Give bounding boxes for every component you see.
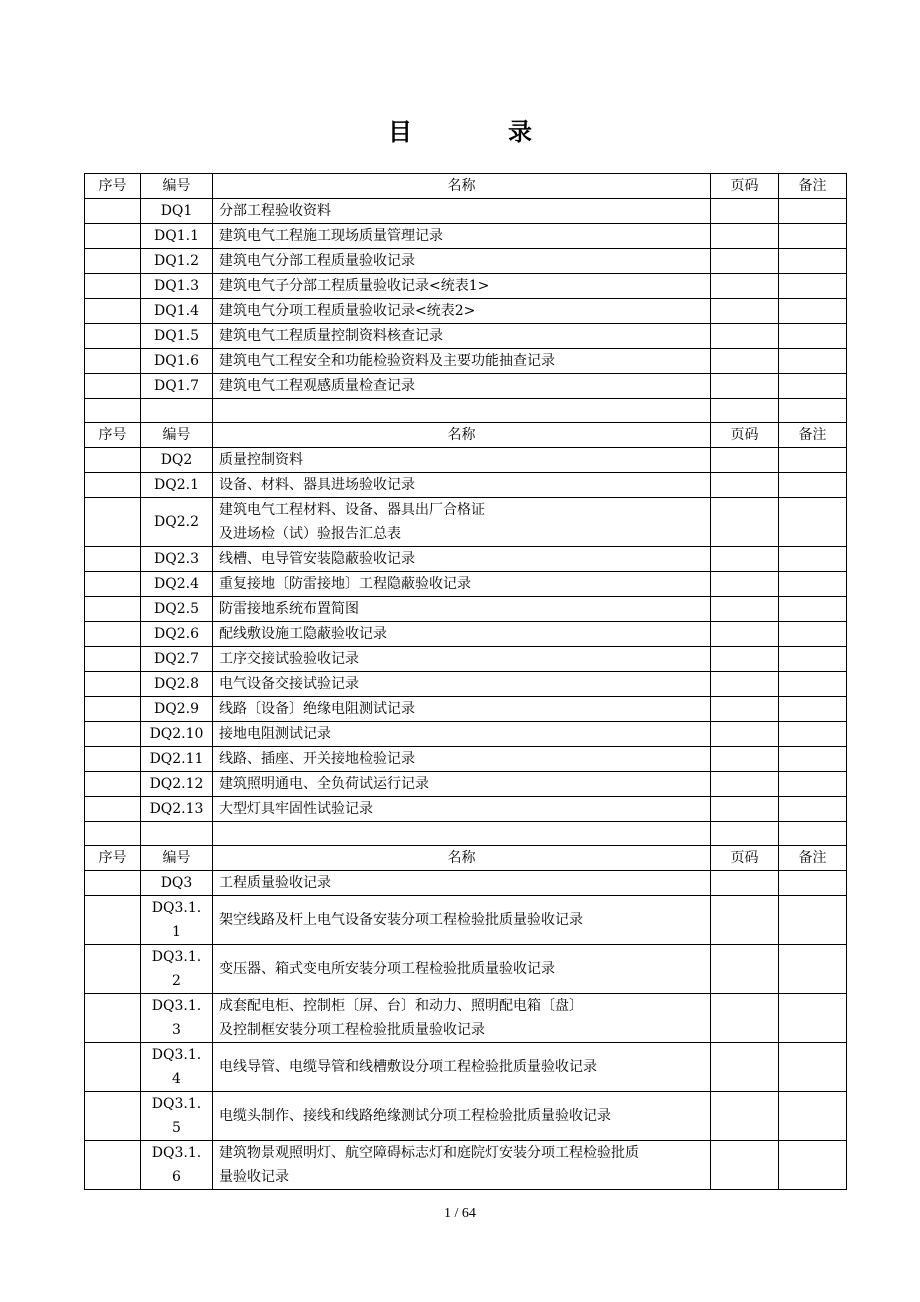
row-seq [85, 747, 141, 772]
row-seq [85, 249, 141, 274]
row-page [711, 274, 779, 299]
row-code-text: DQ3 [160, 875, 193, 891]
header-seq: 序号 [85, 423, 141, 448]
row-note [779, 672, 847, 697]
table-row [85, 994, 847, 1043]
row-page [711, 1141, 779, 1190]
row-seq [85, 896, 141, 945]
row-page [711, 1092, 779, 1141]
row-code [141, 547, 213, 572]
row-code [141, 199, 213, 224]
row-name-text: 配线敷设施工隐蔽验收记录 [219, 626, 387, 642]
row-code-text-cont: 1 [172, 924, 181, 940]
spacer-cell [85, 399, 141, 423]
table-row [85, 622, 847, 647]
header-name: 名称 [213, 174, 711, 199]
row-name-text: 设备、材料、器具进场验收记录 [219, 477, 415, 493]
row-name-text: 接地电阻测试记录 [219, 726, 331, 742]
row-name-text: 建筑电气工程施工现场质量管理记录 [219, 228, 443, 244]
row-name [213, 722, 711, 747]
table-row [85, 1141, 847, 1190]
table-row [85, 1043, 847, 1092]
row-seq [85, 473, 141, 498]
row-page [711, 945, 779, 994]
row-page [711, 448, 779, 473]
row-code-text: DQ2.1 [154, 477, 199, 493]
row-name [213, 324, 711, 349]
row-note [779, 722, 847, 747]
row-code-text-cont: 2 [172, 973, 181, 989]
row-seq [85, 871, 141, 896]
row-code-text: DQ1.3 [154, 278, 199, 294]
row-code-text: DQ2.3 [154, 551, 199, 567]
table-header-row [85, 846, 847, 871]
row-name [213, 547, 711, 572]
header-note: 备注 [779, 846, 847, 871]
row-seq [85, 945, 141, 994]
row-name-text: 大型灯具牢固性试验记录 [219, 801, 373, 817]
spacer-row [85, 822, 847, 846]
row-name-text: 成套配电柜、控制柜〔屏、台〕和动力、照明配电箱〔盘〕 [219, 998, 583, 1014]
row-code [141, 672, 213, 697]
row-note [779, 697, 847, 722]
row-name-text: 防雷接地系统布置简图 [219, 601, 359, 617]
row-code-text: DQ3.1. [151, 1145, 202, 1161]
row-code [141, 994, 213, 1043]
row-name-text: 重复接地〔防雷接地〕工程隐蔽验收记录 [219, 576, 471, 592]
row-code-text: DQ2.4 [154, 576, 199, 592]
row-note [779, 945, 847, 994]
row-code [141, 772, 213, 797]
row-code [141, 572, 213, 597]
row-code-text-cont: 6 [172, 1169, 181, 1185]
row-note [779, 199, 847, 224]
row-code [141, 274, 213, 299]
row-name [213, 1043, 711, 1092]
row-name-text: 建筑电气分部工程质量验收记录 [219, 253, 415, 269]
row-name [213, 498, 711, 547]
row-page [711, 299, 779, 324]
row-code [141, 498, 213, 547]
row-name [213, 274, 711, 299]
row-seq [85, 448, 141, 473]
table-row [85, 1092, 847, 1141]
row-page [711, 349, 779, 374]
spacer-cell [141, 822, 213, 846]
header-seq: 序号 [85, 846, 141, 871]
header-page: 页码 [711, 846, 779, 871]
row-code-text: DQ3.1. [151, 900, 202, 916]
row-page [711, 994, 779, 1043]
row-note [779, 647, 847, 672]
row-name [213, 448, 711, 473]
row-code [141, 349, 213, 374]
table-row [85, 722, 847, 747]
spacer-cell [711, 822, 779, 846]
spacer-cell [213, 399, 711, 423]
row-name [213, 672, 711, 697]
row-name [213, 797, 711, 822]
row-name [213, 772, 711, 797]
header-page: 页码 [711, 174, 779, 199]
row-code-text: DQ3.1. [151, 998, 202, 1014]
row-name [213, 945, 711, 994]
row-name [213, 747, 711, 772]
row-name-text: 建筑电气工程安全和功能检验资料及主要功能抽查记录 [219, 353, 555, 369]
row-code [141, 374, 213, 399]
row-page [711, 374, 779, 399]
header-note: 备注 [779, 423, 847, 448]
row-seq [85, 324, 141, 349]
table-row [85, 945, 847, 994]
row-page [711, 622, 779, 647]
table-row [85, 597, 847, 622]
row-seq [85, 647, 141, 672]
row-name-text: 工序交接试验验收记录 [219, 651, 359, 667]
row-seq [85, 622, 141, 647]
header-page: 页码 [711, 423, 779, 448]
page-title: 目 录 [388, 118, 568, 146]
table-row [85, 249, 847, 274]
header-name: 名称 [213, 846, 711, 871]
row-name-text: 变压器、箱式变电所安装分项工程检验批质量验收记录 [219, 961, 555, 977]
row-page [711, 772, 779, 797]
row-page [711, 324, 779, 349]
row-seq [85, 1092, 141, 1141]
row-code [141, 1092, 213, 1141]
row-note [779, 747, 847, 772]
row-name [213, 994, 711, 1043]
row-page [711, 896, 779, 945]
row-page [711, 199, 779, 224]
table-row [85, 498, 847, 547]
row-page [711, 249, 779, 274]
table-row [85, 747, 847, 772]
row-page [711, 672, 779, 697]
row-code-text: DQ1.6 [154, 353, 199, 369]
header-code: 编号 [141, 423, 213, 448]
row-name [213, 622, 711, 647]
row-code-text: DQ1.2 [154, 253, 199, 269]
row-name-text: 架空线路及杆上电气设备安装分项工程检验批质量验收记录 [219, 912, 583, 928]
row-name-text: 质量控制资料 [219, 452, 303, 468]
row-code [141, 224, 213, 249]
row-note [779, 274, 847, 299]
row-name-text: 线路〔设备〕绝缘电阻测试记录 [219, 701, 415, 717]
row-note [779, 249, 847, 274]
row-code-text-cont: 4 [172, 1071, 181, 1087]
row-seq [85, 722, 141, 747]
row-name [213, 199, 711, 224]
row-page [711, 547, 779, 572]
table-row [85, 672, 847, 697]
row-seq [85, 374, 141, 399]
row-seq [85, 199, 141, 224]
row-note [779, 498, 847, 547]
row-name-text: 分部工程验收资料 [219, 203, 331, 219]
row-name-text: 线路、插座、开关接地检验记录 [219, 751, 415, 767]
row-page [711, 572, 779, 597]
header-note: 备注 [779, 174, 847, 199]
table-row [85, 647, 847, 672]
row-name-text: 建筑照明通电、全负荷试运行记录 [219, 776, 429, 792]
table-row [85, 896, 847, 945]
row-code-text: DQ2.6 [154, 626, 199, 642]
spacer-row [85, 399, 847, 423]
row-code [141, 747, 213, 772]
row-seq [85, 597, 141, 622]
row-note [779, 622, 847, 647]
row-note [779, 374, 847, 399]
row-code-text: DQ2.7 [154, 651, 199, 667]
row-note [779, 797, 847, 822]
table-row [85, 274, 847, 299]
row-page [711, 797, 779, 822]
table-row [85, 871, 847, 896]
table-row [85, 324, 847, 349]
row-code [141, 324, 213, 349]
row-name-text-cont: 及进场检（试）验报告汇总表 [219, 526, 401, 542]
table-row [85, 448, 847, 473]
header-seq: 序号 [85, 174, 141, 199]
header-code: 编号 [141, 174, 213, 199]
toc-table [84, 173, 847, 1190]
row-page [711, 498, 779, 547]
table-row [85, 572, 847, 597]
row-page [711, 224, 779, 249]
row-page [711, 747, 779, 772]
table-row [85, 224, 847, 249]
row-code-text: DQ1.7 [154, 378, 199, 394]
row-name [213, 597, 711, 622]
header-name: 名称 [213, 423, 711, 448]
row-name-text: 电气设备交接试验记录 [219, 676, 359, 692]
row-code-text: DQ2 [160, 452, 193, 468]
row-page [711, 871, 779, 896]
row-page [711, 647, 779, 672]
row-code-text-cont: 3 [172, 1022, 181, 1038]
row-seq [85, 498, 141, 547]
row-note [779, 473, 847, 498]
row-code-text: DQ1 [160, 203, 193, 219]
row-page [711, 722, 779, 747]
row-code [141, 448, 213, 473]
row-page [711, 697, 779, 722]
row-seq [85, 994, 141, 1043]
row-seq [85, 772, 141, 797]
table-row [85, 697, 847, 722]
row-name-text: 电线导管、电缆导管和线槽敷设分项工程检验批质量验收记录 [219, 1059, 597, 1075]
row-name-text: 建筑电气工程材料、设备、器具出厂合格证 [219, 502, 485, 518]
row-name [213, 374, 711, 399]
row-note [779, 1043, 847, 1092]
row-seq [85, 1141, 141, 1190]
row-name-text: 建筑电气工程观感质量检查记录 [219, 378, 415, 394]
row-name-text: 建筑电气子分部工程质量验收记录<统表1> [219, 278, 490, 294]
row-note [779, 299, 847, 324]
table-row [85, 547, 847, 572]
spacer-cell [141, 399, 213, 423]
row-code-text: DQ2.12 [149, 776, 204, 792]
row-code [141, 1043, 213, 1092]
row-note [779, 572, 847, 597]
spacer-cell [779, 822, 847, 846]
row-code [141, 945, 213, 994]
row-name [213, 572, 711, 597]
row-page [711, 473, 779, 498]
row-name-text: 建筑物景观照明灯、航空障碍标志灯和庭院灯安装分项工程检验批质 [219, 1145, 639, 1161]
row-note [779, 547, 847, 572]
row-note [779, 224, 847, 249]
table-header-row [85, 423, 847, 448]
row-note [779, 1141, 847, 1190]
spacer-cell [213, 822, 711, 846]
row-name [213, 249, 711, 274]
header-code: 编号 [141, 846, 213, 871]
spacer-cell [779, 399, 847, 423]
row-seq [85, 1043, 141, 1092]
spacer-cell [85, 822, 141, 846]
row-note [779, 871, 847, 896]
page-number: 1 / 64 [444, 1206, 476, 1221]
table-row [85, 374, 847, 399]
row-name [213, 647, 711, 672]
row-seq [85, 572, 141, 597]
row-name [213, 1092, 711, 1141]
row-code [141, 722, 213, 747]
row-seq [85, 299, 141, 324]
row-code-text: DQ1.1 [154, 228, 199, 244]
row-name-text: 建筑电气工程质量控制资料核查记录 [219, 328, 443, 344]
row-name-text-cont: 及控制框安装分项工程检验批质量验收记录 [219, 1022, 485, 1038]
table-header-row [85, 174, 847, 199]
row-code-text: DQ2.2 [154, 514, 199, 530]
row-name-text: 线槽、电导管安装隐蔽验收记录 [219, 551, 415, 567]
row-code-text: DQ2.5 [154, 601, 199, 617]
row-name [213, 1141, 711, 1190]
row-code-text: DQ3.1. [151, 949, 202, 965]
row-code-text: DQ2.11 [149, 751, 204, 767]
table-row [85, 772, 847, 797]
row-code-text: DQ2.9 [154, 701, 199, 717]
row-name [213, 473, 711, 498]
row-note [779, 1092, 847, 1141]
row-seq [85, 349, 141, 374]
row-note [779, 597, 847, 622]
row-page [711, 597, 779, 622]
row-code [141, 473, 213, 498]
table-row [85, 797, 847, 822]
spacer-cell [711, 399, 779, 423]
row-name [213, 871, 711, 896]
row-code-text: DQ3.1. [151, 1096, 202, 1112]
row-note [779, 994, 847, 1043]
row-name [213, 299, 711, 324]
row-name [213, 224, 711, 249]
row-code-text: DQ2.8 [154, 676, 199, 692]
table-row [85, 299, 847, 324]
row-seq [85, 672, 141, 697]
row-code [141, 697, 213, 722]
row-seq [85, 274, 141, 299]
row-code [141, 797, 213, 822]
row-code-text: DQ2.10 [149, 726, 204, 742]
row-seq [85, 547, 141, 572]
row-name-text: 电缆头制作、接线和线路绝缘测试分项工程检验批质量验收记录 [219, 1108, 611, 1124]
row-note [779, 896, 847, 945]
row-code-text: DQ1.5 [154, 328, 199, 344]
row-seq [85, 697, 141, 722]
table-row [85, 473, 847, 498]
row-code [141, 1141, 213, 1190]
row-note [779, 349, 847, 374]
row-code-text-cont: 5 [172, 1120, 181, 1136]
row-code-text: DQ1.4 [154, 303, 199, 319]
row-code [141, 647, 213, 672]
row-note [779, 448, 847, 473]
row-name-text: 建筑电气分项工程质量验收记录<统表2> [219, 303, 476, 319]
row-name [213, 697, 711, 722]
row-seq [85, 224, 141, 249]
table-row [85, 349, 847, 374]
row-code [141, 896, 213, 945]
row-code [141, 622, 213, 647]
row-code-text: DQ3.1. [151, 1047, 202, 1063]
row-code [141, 249, 213, 274]
row-note [779, 772, 847, 797]
row-code-text: DQ2.13 [149, 801, 204, 817]
row-name [213, 896, 711, 945]
row-name-text: 工程质量验收记录 [219, 875, 331, 891]
row-code [141, 871, 213, 896]
row-name-text-cont: 量验收记录 [219, 1169, 289, 1185]
row-code [141, 299, 213, 324]
row-seq [85, 797, 141, 822]
row-page [711, 1043, 779, 1092]
row-note [779, 324, 847, 349]
row-name [213, 349, 711, 374]
table-row [85, 199, 847, 224]
row-code [141, 597, 213, 622]
